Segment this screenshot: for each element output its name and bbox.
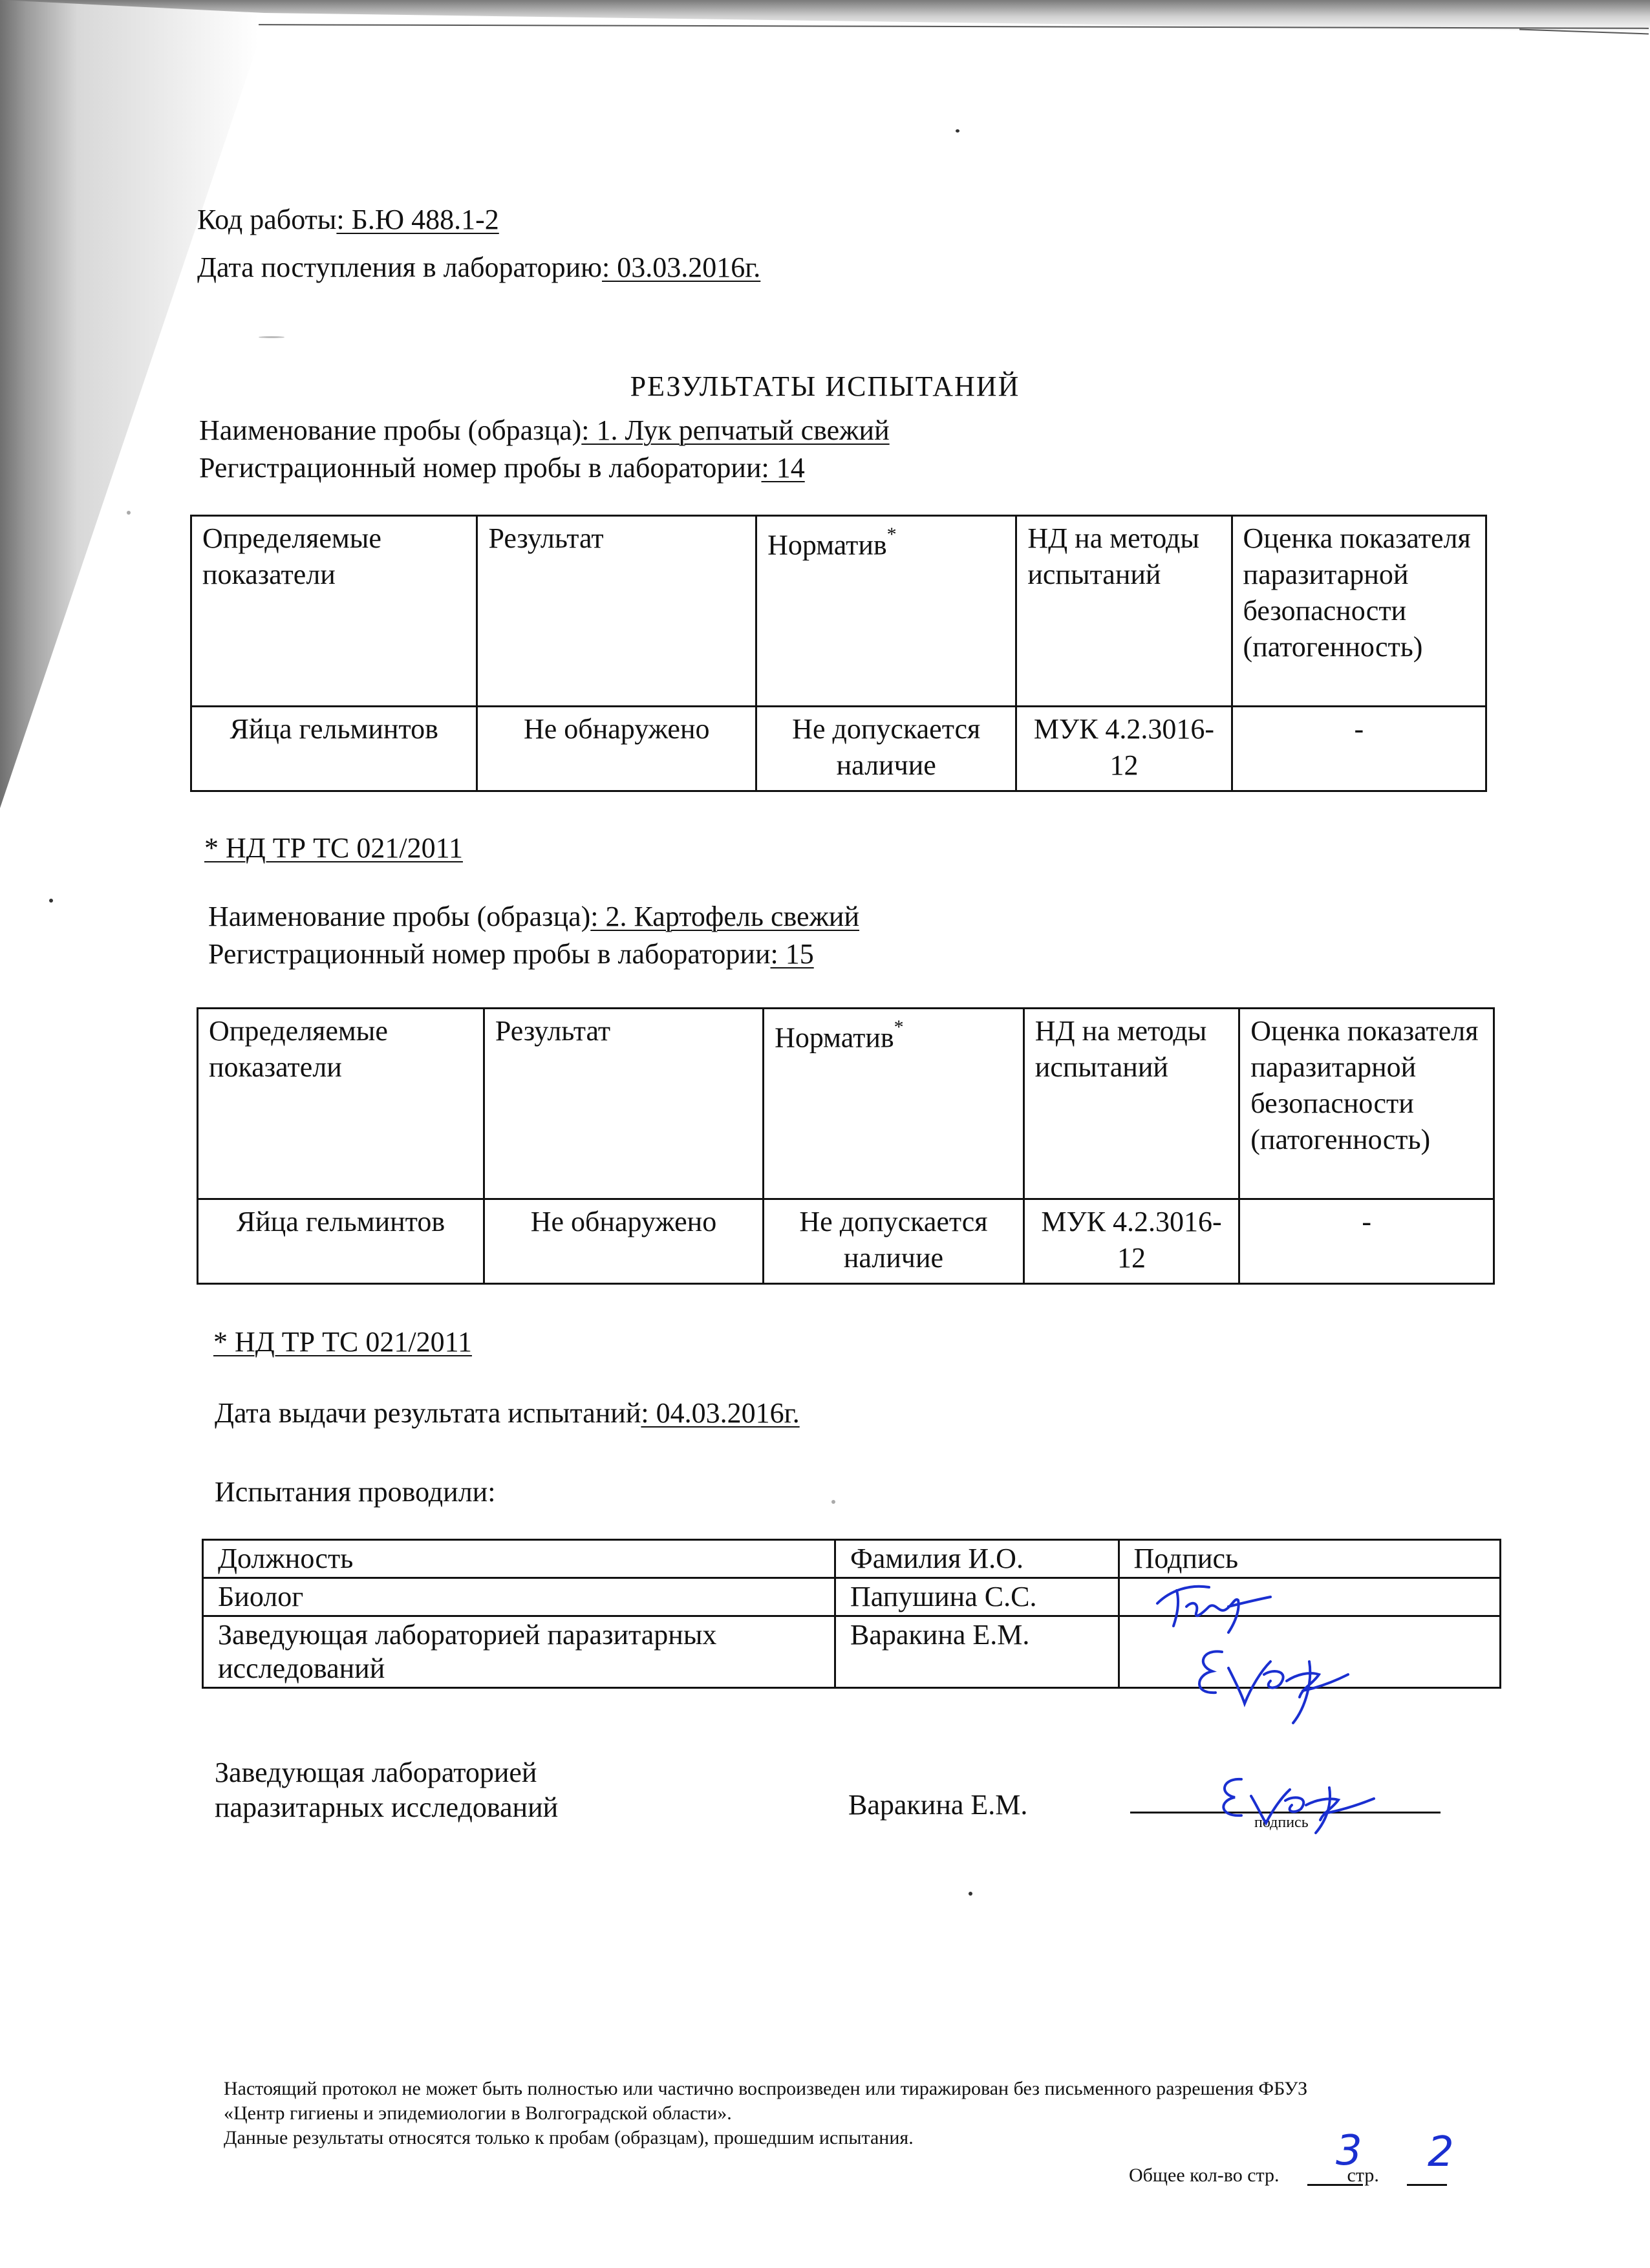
cell-method: МУК 4.2.3016-12 xyxy=(1016,707,1232,791)
disclaimer-line: Данные результаты относятся только к пробам (образцам), прошедшим испытания. xyxy=(224,2127,914,2148)
cell-assessment: - xyxy=(1239,1199,1494,1284)
received-date xyxy=(197,251,760,284)
header-norm xyxy=(756,516,1016,707)
sample-reg-value: : 14 xyxy=(761,452,805,484)
sample-name-value: : 1. Лук репчатый свежий xyxy=(581,414,890,446)
footnote: * НД ТР ТС 021/2011 xyxy=(204,832,463,864)
scan-speck xyxy=(831,1500,835,1504)
results-table-1 xyxy=(190,515,1487,792)
cell-indicator: Яйца гельминтов xyxy=(198,1199,484,1284)
sample-reg-label: Регистрационный номер пробы в лаборатории xyxy=(208,938,771,970)
table-header-row xyxy=(191,516,1486,707)
page-number-value: 2 xyxy=(1428,2128,1454,2176)
header-norm xyxy=(764,1009,1024,1199)
page-number-blank xyxy=(1407,2184,1447,2186)
total-pages-blank xyxy=(1307,2184,1363,2186)
header-indicator: Определяемые показатели xyxy=(198,1009,484,1199)
staff-header-position: Должность xyxy=(203,1540,835,1578)
header-norm-text: Норматив xyxy=(767,529,887,561)
scan-speck xyxy=(956,129,959,133)
sample-reg-number xyxy=(208,937,814,971)
tested-by-label: Испытания проводили: xyxy=(215,1476,496,1508)
table-row xyxy=(191,707,1486,791)
issue-date-value: : 04.03.2016г. xyxy=(641,1397,800,1429)
cell-indicator: Яйца гельминтов xyxy=(191,707,477,791)
signature-papushina xyxy=(1151,1578,1280,1636)
head-position-line2: паразитарных исследований xyxy=(215,1792,559,1823)
staff-position: Заведующая лабораторией паразитарных исследований xyxy=(203,1616,835,1688)
header-norm-text: Норматив xyxy=(775,1022,894,1054)
header-assessment: Оценка показателя паразитарной безопасности (патогенность) xyxy=(1232,516,1486,707)
head-position-line1: Заведующая лабораторией xyxy=(215,1757,537,1788)
received-date-label: Дата поступления в лабораторию xyxy=(197,251,602,283)
header-method: НД на методы испытаний xyxy=(1016,516,1232,707)
table-row xyxy=(198,1199,1494,1284)
signature-varakina-head xyxy=(1209,1771,1377,1836)
header-result: Результат xyxy=(477,516,756,707)
norm-footnote-mark: * xyxy=(894,1016,904,1038)
total-pages-label: Общее кол-во стр. xyxy=(1129,2165,1280,2186)
work-code xyxy=(197,203,499,237)
sample-name-label: Наименование пробы (образца) xyxy=(208,901,591,932)
received-date-value: : 03.03.2016г. xyxy=(602,251,761,283)
sample-reg-label: Регистрационный номер пробы в лаборатории xyxy=(199,452,762,484)
disclaimer-line: Настоящий протокол не может быть полностью или частично воспроизведен или тиражирован без письменного разрешения ФБУЗ xyxy=(224,2078,1308,2099)
cell-norm: Не допускается наличие xyxy=(756,707,1016,791)
work-code-value: : Б.Ю 488.1-2 xyxy=(336,204,499,235)
table-row xyxy=(203,1578,1501,1616)
staff-header-row xyxy=(203,1540,1501,1578)
results-table-2 xyxy=(197,1007,1495,1285)
signature-caption: подпись xyxy=(1254,1814,1309,1831)
staff-header-name: Фамилия И.О. xyxy=(835,1540,1119,1578)
cell-method: МУК 4.2.3016-12 xyxy=(1023,1199,1239,1284)
cell-assessment: - xyxy=(1232,707,1486,791)
issue-date xyxy=(215,1396,800,1430)
header-method: НД на методы испытаний xyxy=(1023,1009,1239,1199)
sample-reg-number xyxy=(199,451,805,485)
cell-result: Не обнаружено xyxy=(477,707,756,791)
header-result: Результат xyxy=(484,1009,763,1199)
head-name: Варакина Е.М. xyxy=(848,1789,1028,1821)
staff-name: Папушина С.С. xyxy=(835,1578,1119,1616)
total-pages-value: 3 xyxy=(1336,2127,1362,2175)
issue-date-label: Дата выдачи результата испытаний xyxy=(215,1397,641,1429)
header-assessment: Оценка показателя паразитарной безопасности (патогенность) xyxy=(1239,1009,1494,1199)
results-title: РЕЗУЛЬТАТЫ ИСПЫТАНИЙ xyxy=(630,370,1020,402)
header-indicator: Определяемые показатели xyxy=(191,516,477,707)
page-label: стр. xyxy=(1347,2165,1379,2186)
cell-result: Не обнаружено xyxy=(484,1199,763,1284)
sample-reg-value: : 15 xyxy=(770,938,814,970)
cell-norm: Не допускается наличие xyxy=(764,1199,1024,1284)
norm-footnote-mark: * xyxy=(886,524,897,545)
sample-name xyxy=(199,414,890,447)
staff-header-signature: Подпись xyxy=(1119,1540,1500,1578)
sample-name-label: Наименование пробы (образца) xyxy=(199,414,582,446)
staff-position: Биолог xyxy=(203,1578,835,1616)
scan-speck xyxy=(969,1892,972,1896)
sample-name-value: : 2. Картофель свежий xyxy=(590,901,860,932)
staff-name: Варакина Е.М. xyxy=(835,1616,1119,1688)
footnote: * НД ТР ТС 021/2011 xyxy=(213,1326,472,1358)
scan-speck xyxy=(127,511,131,515)
table-header-row xyxy=(198,1009,1494,1199)
scan-speck xyxy=(259,336,284,338)
work-code-label: Код работы xyxy=(197,204,337,235)
scan-speck xyxy=(49,899,53,903)
signature-varakina xyxy=(1183,1642,1351,1726)
sample-name xyxy=(208,900,859,934)
disclaimer-line: «Центр гигиены и эпидемиологии в Волгоградской области». xyxy=(224,2102,732,2124)
